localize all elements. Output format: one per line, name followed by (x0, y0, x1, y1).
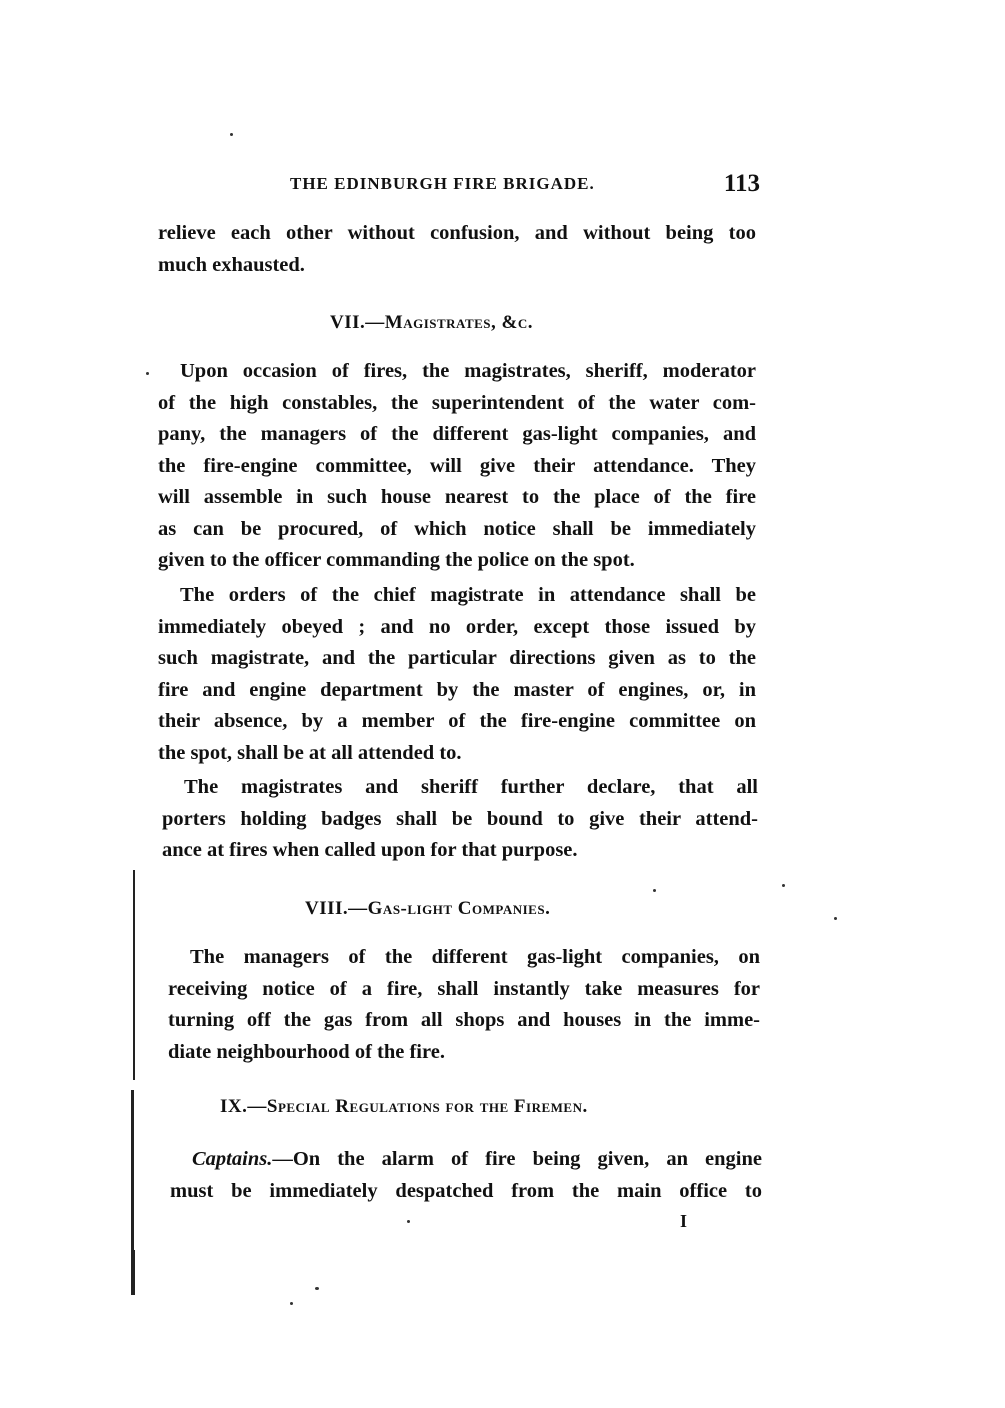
scan-speck (407, 1220, 410, 1223)
text-line: pany, the managers of the different gas-light companies, and (158, 423, 756, 445)
section-heading-ix (220, 1096, 588, 1118)
text-line: The orders of the chief magistrate in attendance shall be (180, 584, 756, 606)
running-title: THE EDINBURGH FIRE BRIGADE. (290, 174, 595, 193)
text-line: relieve each other without confusion, and without being too (158, 222, 756, 244)
section-numeral: VII.— (330, 312, 385, 333)
section-heading-viii (305, 898, 550, 920)
scan-speck (290, 1302, 293, 1305)
text-line: given to the officer commanding the police on the spot. (158, 549, 635, 571)
text-line (170, 1144, 762, 1176)
text-line: must be immediately despatched from the main office to (170, 1179, 762, 1202)
section-title: Special Regulations for the Firemen. (266, 1096, 588, 1117)
signature-mark: I (680, 1211, 688, 1231)
scan-speck (782, 884, 785, 887)
lead-rest: —On the alarm of fire being given, an engine (272, 1148, 762, 1170)
text-line: will assemble in such house nearest to the place of the fire (158, 486, 756, 508)
text-line: their absence, by a member of the fire-engine committee on (158, 710, 756, 732)
section-viii-paragraph (168, 942, 760, 1068)
section-numeral: VIII.— (305, 898, 368, 919)
scan-speck (230, 133, 233, 136)
section-vii-paragraph-3 (162, 772, 758, 867)
margin-line (131, 1090, 134, 1250)
margin-line (133, 870, 135, 1080)
intro-paragraph (158, 218, 756, 281)
scan-speck (315, 1287, 319, 1290)
text-line: ance at fires when called upon for that purpose. (162, 839, 578, 861)
section-numeral: IX.— (220, 1096, 267, 1117)
lead-term: Captains. (192, 1148, 273, 1170)
text-line: as can be procured, of which notice shall be immediately (158, 517, 756, 540)
text-line: much exhausted. (158, 253, 305, 276)
text-line: diate neighbourhood of the fire. (168, 1040, 445, 1063)
scan-speck (653, 889, 656, 892)
text-line: The managers of the different gas-light companies, on (190, 946, 760, 968)
page-header (290, 170, 760, 202)
section-vii-paragraph-1 (158, 356, 756, 577)
section-title: Magistrates, &c. (384, 312, 534, 333)
text-line: receiving notice of a fire, shall instantly take measures for (168, 977, 760, 1000)
margin-line (131, 1250, 135, 1295)
scan-speck (834, 917, 837, 920)
text-line: the spot, shall be at all attended to. (158, 741, 462, 764)
text-line: such magistrate, and the particular directions given as to the (158, 647, 756, 669)
section-vii-paragraph-2 (158, 580, 756, 769)
text-line: The magistrates and sheriff further declare, that all (184, 776, 758, 798)
text-line: Upon occasion of fires, the magistrates, sheriff, moderator (180, 360, 756, 382)
text-line: immediately obeyed ; and no order, except those issued by (158, 615, 756, 638)
text-line: turning off the gas from all shops and houses in the imme- (168, 1009, 760, 1031)
text-line: porters holding badges shall be bound to give their attend- (162, 807, 758, 830)
text-line: fire and engine department by the master of engines, or, in (158, 678, 756, 701)
section-title: Gas-light Companies. (367, 898, 551, 919)
page-number: 113 (723, 170, 760, 197)
scan-speck (146, 372, 149, 375)
section-heading-vii (330, 312, 533, 334)
text-line: of the high constables, the superintendent of the water com- (158, 391, 756, 414)
section-ix-paragraph (170, 1144, 762, 1207)
text-line: the fire-engine committee, will give their attendance. They (158, 454, 756, 477)
